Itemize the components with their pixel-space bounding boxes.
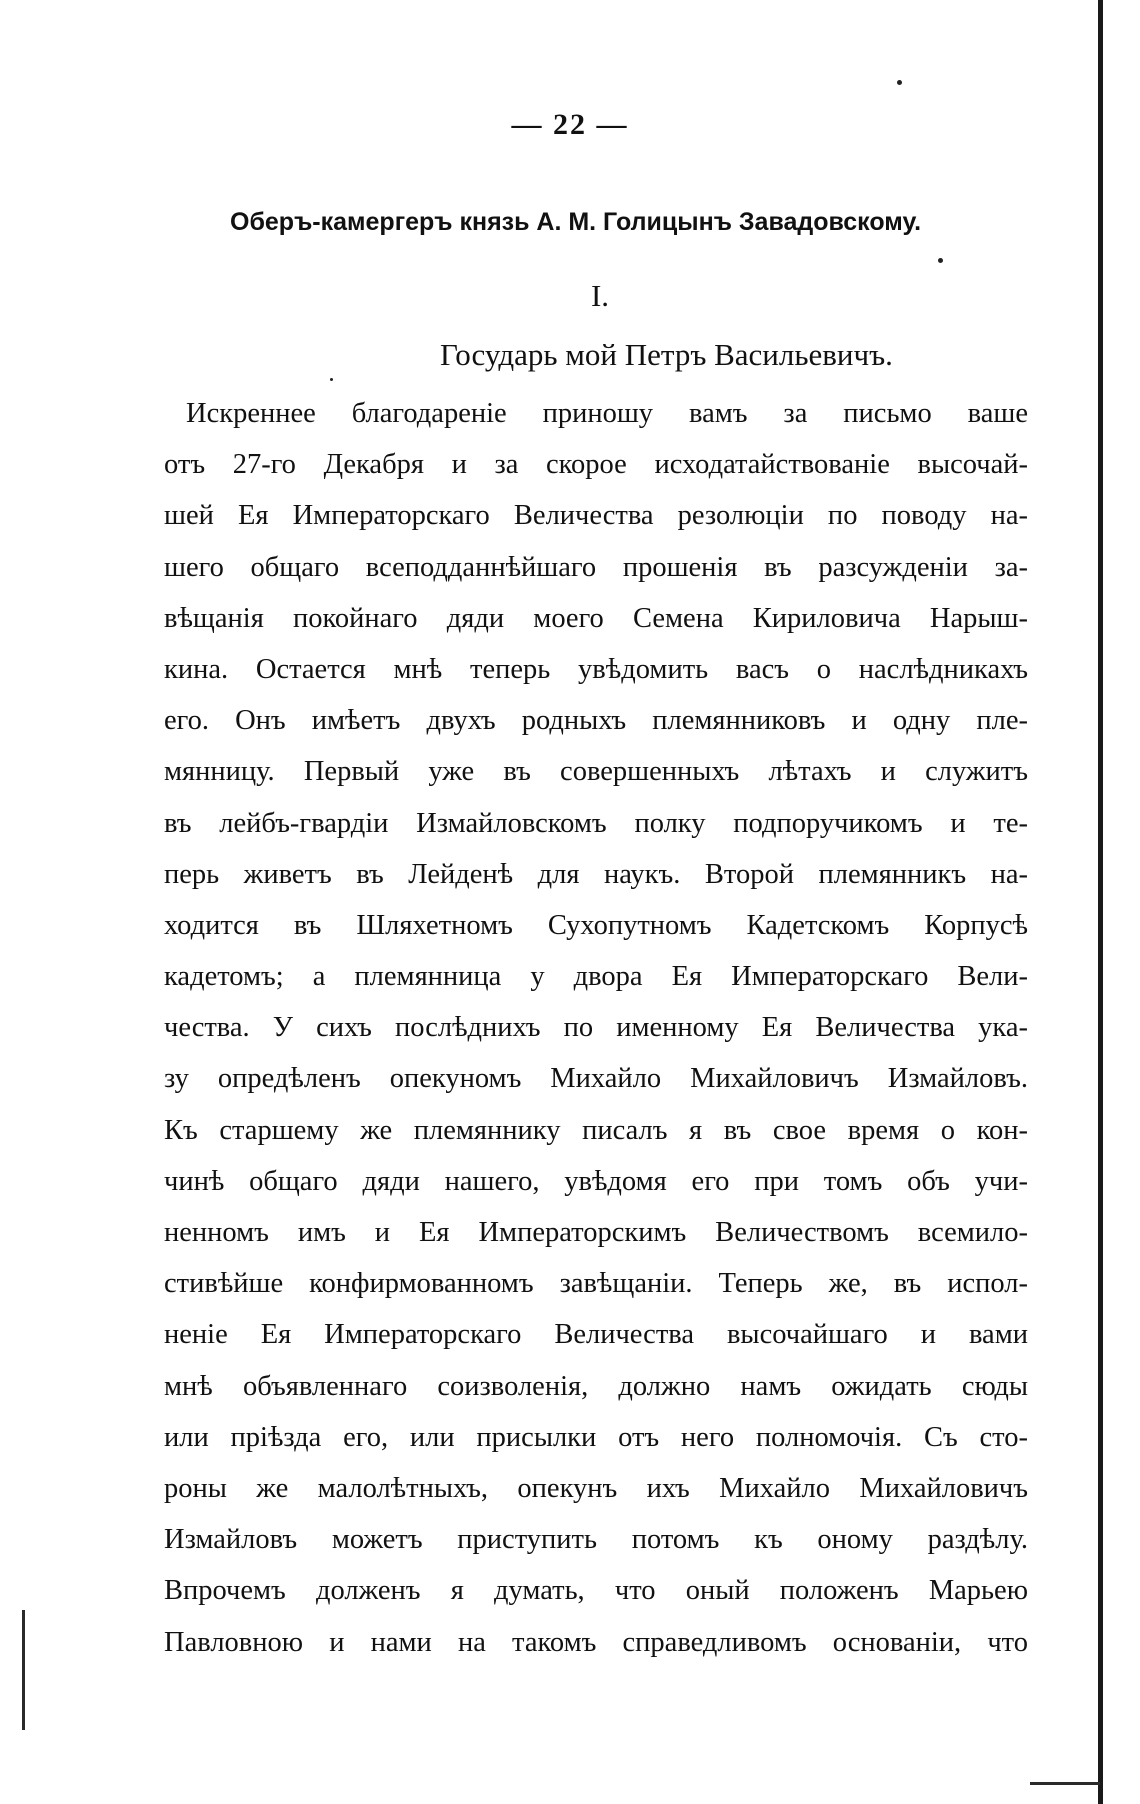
salutation: Государь мой Петръ Васильевичъ. [440,337,893,372]
page-edge-mark [22,1610,25,1730]
text-line: отъ 27-го Декабря и за скорое исходатайствованіе высочай- [164,449,1028,481]
text-line: роны же малолѣтныхъ, опекунъ ихъ Михайло Михайловичъ [164,1472,1028,1504]
text-line: ходится въ Шляхетномъ Сухопутномъ Кадетскомъ Корпусѣ [164,909,1028,941]
text-line: Къ старшему же племяннику писалъ я въ свое время о кон- [164,1114,1028,1146]
letter-heading: Оберъ-камергеръ князь А. М. Голицынъ Завадовскому. [230,208,922,236]
text-line: зу опредѣленъ опекуномъ Михайло Михайловичъ Измайловъ. [164,1063,1028,1095]
page-edge-mark-bottom [1030,1782,1100,1785]
text-line: Искреннее благодареніе приношу вамъ за письмо ваше [186,398,1028,429]
page-number: — 22 — [511,108,629,141]
text-line: вѣщанія покойнаго дяди моего Семена Кириловича Нарыш- [164,602,1028,634]
page-edge-shadow [1098,0,1103,1804]
text-line: Измайловъ можетъ приступить потомъ къ оному раздѣлу. [164,1524,1028,1556]
text-line: шего общаго всеподданнѣйшаго прошенія въ разсужденіи за- [164,551,1028,583]
ink-speck [897,80,902,85]
text-line: въ лейбъ-гвардіи Измайловскомъ полку подпоручикомъ и те- [164,807,1028,839]
text-line: неніе Ея Императорскаго Величества высочайшаго и вами [164,1319,1028,1351]
ink-speck [330,378,333,381]
text-line: шей Ея Императорскаго Величества резолюціи по поводу на- [164,500,1028,532]
text-line: мнѣ объявленнаго соизволенія, должно намъ ожидать сюды [164,1370,1028,1402]
text-line: чества. У сихъ послѣднихъ по именному Ея Величества ука- [164,1012,1028,1044]
section-number: I. [590,278,610,313]
text-line: чинѣ общаго дяди нашего, увѣдомя его при томъ объ учи- [164,1165,1028,1197]
text-line: стивѣйше конфирмованномъ завѣщаніи. Теперь же, въ испол- [164,1268,1028,1300]
text-line: Павловною и нами на такомъ справедливомъ основаніи, что [164,1626,1028,1658]
text-line: ненномъ имъ и Ея Императорскимъ Величествомъ всемило- [164,1217,1028,1248]
ink-speck [938,258,943,263]
text-line: мянницу. Первый уже въ совершенныхъ лѣтахъ и служитъ [164,756,1028,788]
text-line: Впрочемъ долженъ я думать, что оный положенъ Марьею [164,1575,1028,1607]
text-line: его. Онъ имѣетъ двухъ родныхъ племянниковъ и одну пле- [164,705,1028,737]
text-line: кина. Остается мнѣ теперь увѣдомить васъ о наслѣдникахъ [164,653,1028,685]
letter-body [164,388,1028,1668]
text-line: кадетомъ; а племянница у двора Ея Императорскаго Вели- [164,961,1028,993]
text-line: или пріѣзда его, или присылки отъ него полномочія. Съ сто- [164,1421,1028,1453]
text-line: перь живетъ въ Лейденѣ для наукъ. Второй племянникъ на- [164,858,1028,890]
